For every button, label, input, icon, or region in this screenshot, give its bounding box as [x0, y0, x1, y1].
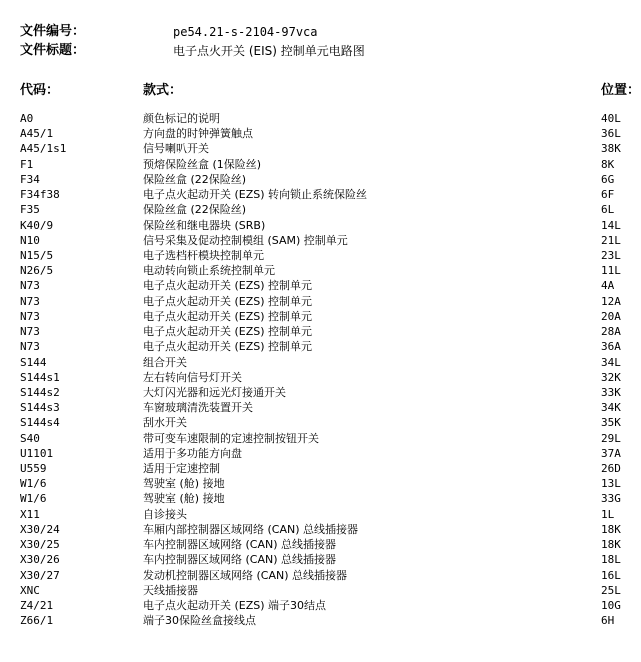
row-description: 电子点火起动开关 (EZS) 转向锁止系统保险丝	[143, 188, 368, 202]
row-code: S144s1	[20, 370, 60, 384]
row-position: 35K	[601, 416, 621, 430]
row-code: F34	[20, 172, 40, 186]
table-row	[0, 233, 641, 248]
row-position: 36L	[601, 127, 621, 141]
row-position: 37A	[601, 446, 621, 460]
row-code: F35	[20, 203, 40, 217]
row-description: 发动机控制器区域网络 (CAN) 总线插接器	[143, 568, 348, 582]
row-code: Z4/21	[20, 599, 54, 612]
row-description: 自诊接头	[143, 507, 187, 521]
row-code: A0	[20, 112, 34, 125]
row-code: S144s3	[20, 401, 60, 415]
row-description: 适用于定速控制	[143, 462, 220, 476]
row-position: 14L	[601, 218, 621, 232]
row-description: 信号喇叭开关	[143, 142, 209, 156]
row-code: N10	[20, 233, 40, 247]
row-position: 36A	[601, 340, 621, 354]
row-position: 10G	[601, 599, 621, 612]
table-row	[0, 172, 641, 187]
row-code: U559	[20, 462, 47, 476]
table-row	[0, 446, 641, 461]
row-description: 电子点火起动开关 (EZS) 控制单元	[143, 325, 313, 339]
row-code: XNC	[20, 583, 40, 597]
table-row	[0, 187, 641, 202]
row-code: Z66/1	[20, 614, 54, 628]
row-description: 适用于多功能方向盘	[143, 446, 242, 460]
row-position: 18K	[601, 522, 621, 536]
row-position: 40L	[601, 112, 621, 125]
row-position: 11L	[601, 264, 621, 278]
row-description: 保险丝盒 (22保险丝)	[143, 172, 247, 186]
row-position: 8K	[601, 157, 615, 171]
table-row	[0, 431, 641, 446]
table-row	[0, 309, 641, 324]
table-row	[0, 324, 641, 339]
doc-number-label: 文件编号：	[20, 24, 86, 39]
table-row	[0, 355, 641, 370]
row-code: N73	[20, 309, 40, 323]
table-row	[0, 491, 641, 506]
row-position: 23L	[601, 248, 621, 262]
row-description: 车厢内部控制器区域网络 (CAN) 总线插接器	[143, 522, 359, 536]
table-row	[0, 583, 641, 598]
row-description: 端子30保险丝盒接线点	[143, 614, 256, 628]
row-description: 左右转向信号灯开关	[143, 370, 242, 384]
row-description: 电子选档杆模块控制单元	[143, 248, 264, 262]
table-row	[0, 339, 641, 354]
row-description: 电子点火起动开关 (EZS) 控制单元	[143, 309, 313, 323]
row-code: S40	[20, 431, 40, 445]
legend-table	[0, 111, 641, 628]
table-row	[0, 248, 641, 263]
row-code: N73	[20, 325, 40, 339]
table-row	[0, 552, 641, 567]
row-description: 电子点火起动开关 (EZS) 控制单元	[143, 340, 313, 354]
row-position: 29L	[601, 431, 621, 445]
doc-title-label: 文件标题：	[20, 43, 86, 58]
table-row	[0, 263, 641, 278]
row-position: 6G	[601, 172, 615, 186]
row-code: N73	[20, 279, 40, 293]
table-row	[0, 598, 641, 613]
row-description: 保险丝盒 (22保险丝)	[143, 203, 247, 217]
row-position: 18L	[601, 553, 621, 567]
row-code: X11	[20, 507, 40, 521]
row-code: A45/1s1	[20, 142, 67, 156]
row-description: 颜色标记的说明	[143, 112, 220, 125]
row-code: N73	[20, 340, 40, 354]
row-description: 电子点火起动开关 (EZS) 端子30结点	[143, 599, 327, 612]
doc-number-value: pe54.21-s-2104-97vca	[173, 25, 318, 39]
table-row	[0, 218, 641, 233]
row-code: N73	[20, 294, 40, 308]
row-position: 38K	[601, 142, 621, 156]
row-position: 6H	[601, 614, 615, 628]
row-position: 26D	[601, 462, 621, 476]
row-description: 方向盘的时钟弹簧触点	[143, 127, 253, 141]
row-position: 21L	[601, 233, 621, 247]
table-row	[0, 507, 641, 522]
row-description: 车内控制器区域网络 (CAN) 总线插接器	[143, 538, 337, 552]
table-row	[0, 385, 641, 400]
row-position: 6F	[601, 188, 615, 202]
row-position: 1L	[601, 507, 615, 521]
table-row	[0, 537, 641, 552]
row-code: W1/6	[20, 492, 47, 506]
table-row	[0, 278, 641, 293]
row-position: 32K	[601, 370, 621, 384]
row-description: 天线插接器	[143, 583, 198, 597]
row-description: 保险丝和继电器块 (SRB)	[143, 218, 266, 232]
row-position: 33G	[601, 492, 621, 506]
table-row	[0, 415, 641, 430]
row-code: F1	[20, 157, 34, 171]
row-position: 33K	[601, 385, 621, 399]
row-position: 16L	[601, 568, 621, 582]
row-code: X30/24	[20, 522, 60, 536]
row-code: X30/26	[20, 553, 60, 567]
row-description: 驾驶室 (舱) 接地	[143, 492, 225, 506]
row-position: 28A	[601, 325, 621, 339]
row-code: W1/6	[20, 477, 47, 491]
column-header-pos: 位置：	[601, 83, 641, 98]
table-row	[0, 157, 641, 172]
table-row	[0, 568, 641, 583]
row-code: X30/27	[20, 568, 60, 582]
table-row	[0, 613, 641, 628]
doc-title-value: 电子点火开关 (EIS) 控制单元电路图	[173, 44, 365, 58]
column-header-code: 代码：	[20, 83, 60, 98]
row-description: 刮水开关	[143, 416, 187, 430]
row-description: 电子点火起动开关 (EZS) 控制单元	[143, 279, 313, 293]
row-description: 电子点火起动开关 (EZS) 控制单元	[143, 294, 313, 308]
row-description: 车内控制器区域网络 (CAN) 总线插接器	[143, 553, 337, 567]
row-code: S144s4	[20, 416, 60, 430]
table-row	[0, 370, 641, 385]
column-header-desc: 款式：	[143, 83, 183, 98]
row-code: S144s2	[20, 385, 60, 399]
row-position: 6L	[601, 203, 615, 217]
table-row	[0, 111, 641, 126]
table-row	[0, 141, 641, 156]
row-code: U1101	[20, 446, 54, 460]
table-row	[0, 400, 641, 415]
row-description: 组合开关	[143, 355, 187, 369]
row-position: 4A	[601, 279, 615, 293]
row-description: 驾驶室 (舱) 接地	[143, 477, 225, 491]
row-position: 34L	[601, 355, 621, 369]
table-row	[0, 461, 641, 476]
row-description: 大灯闪光器和远光灯接通开关	[143, 385, 286, 399]
row-position: 12A	[601, 294, 621, 308]
row-position: 34K	[601, 401, 621, 415]
row-description: 带可变车速限制的定速控制按钮开关	[143, 431, 319, 445]
row-position: 18K	[601, 538, 621, 552]
table-row	[0, 476, 641, 491]
table-row	[0, 294, 641, 309]
table-row	[0, 126, 641, 141]
row-position: 25L	[601, 583, 621, 597]
table-row	[0, 202, 641, 217]
row-code: N26/5	[20, 264, 54, 278]
row-description: 电动转向锁止系统控制单元	[143, 264, 275, 278]
row-code: K40/9	[20, 218, 54, 232]
row-description: 车窗玻璃清洗装置开关	[143, 401, 253, 415]
row-code: S144	[20, 355, 47, 369]
row-code: A45/1	[20, 127, 54, 141]
row-description: 信号采集及促动控制模组 (SAM) 控制单元	[143, 233, 348, 247]
row-position: 20A	[601, 309, 621, 323]
row-code: X30/25	[20, 538, 60, 552]
row-description: 预熔保险丝盒 (1保险丝)	[143, 157, 262, 171]
table-row	[0, 522, 641, 537]
row-code: N15/5	[20, 248, 54, 262]
row-position: 13L	[601, 477, 621, 491]
row-code: F34f38	[20, 188, 60, 202]
